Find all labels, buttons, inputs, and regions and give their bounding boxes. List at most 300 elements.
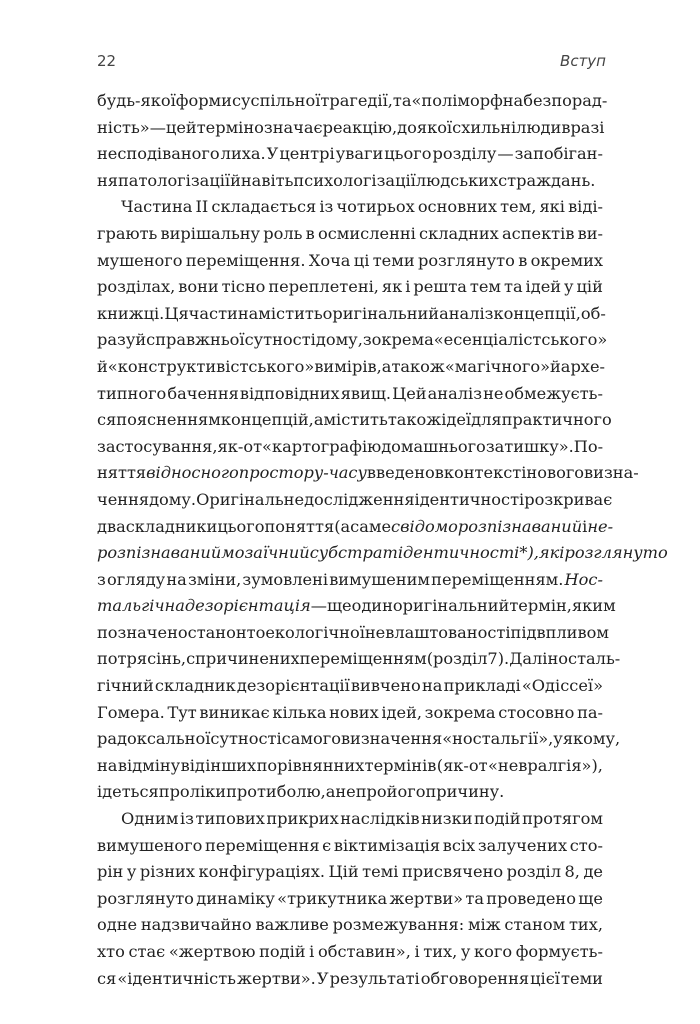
word: одне <box>97 915 138 935</box>
text-line <box>97 646 621 673</box>
word: аналіз <box>439 303 494 323</box>
text-line <box>97 593 616 620</box>
word: на <box>97 755 118 775</box>
word: «жертвою <box>168 942 256 961</box>
word: свідомо <box>391 516 458 536</box>
word: стосовно <box>498 702 575 722</box>
word: тем <box>469 277 502 297</box>
word: ви- <box>577 223 603 243</box>
running-title: Вступ <box>560 52 606 70</box>
word: стан <box>187 622 227 642</box>
word: віді- <box>568 197 603 217</box>
word: рін <box>97 862 124 882</box>
word: лиха. <box>220 144 266 164</box>
word: цієї <box>530 968 560 988</box>
word: відповідних <box>239 383 340 403</box>
word: не- <box>587 516 614 536</box>
word: разі <box>570 117 605 137</box>
text-line <box>97 354 603 381</box>
body-text <box>97 88 668 992</box>
word: залучених <box>477 835 568 855</box>
word: також <box>387 410 442 430</box>
word: — <box>149 117 166 137</box>
text-line <box>97 620 609 647</box>
word: Хоча <box>308 250 351 270</box>
word: Нос- <box>564 569 603 589</box>
text-line <box>97 460 639 487</box>
word: контексті <box>443 463 527 483</box>
word: на <box>166 569 187 589</box>
word: — <box>310 596 327 616</box>
text-line <box>97 726 621 753</box>
word: ідей <box>525 277 562 297</box>
word: у <box>126 862 137 882</box>
word: між <box>467 915 501 935</box>
word: «поліморфна <box>411 91 524 110</box>
word: окремих <box>530 250 603 270</box>
word: прикрих <box>266 809 339 829</box>
word: типових <box>195 809 265 829</box>
word: ідентичності <box>414 489 525 509</box>
word: про <box>158 782 190 802</box>
word: трагедії, <box>320 91 393 110</box>
word: болю, <box>276 782 326 802</box>
word: основних <box>417 197 497 217</box>
word: результаті <box>329 968 420 988</box>
word: люди <box>516 117 562 137</box>
word: різних <box>139 862 195 882</box>
word: (як-от <box>436 755 488 775</box>
word: цій <box>576 277 603 297</box>
word: носталь- <box>547 649 621 669</box>
word: суспільної <box>231 91 321 110</box>
word: оригінальний <box>392 596 510 616</box>
word: (розділ <box>426 649 488 669</box>
word: присвячено <box>401 862 504 882</box>
word: а <box>381 356 392 376</box>
word: дезорієнтація <box>184 596 311 616</box>
word: теми <box>372 250 415 270</box>
word: ня <box>97 170 119 190</box>
word: обставин», <box>317 942 411 961</box>
word: містить <box>258 303 323 323</box>
word: як-от <box>217 436 263 456</box>
text-line <box>97 487 613 514</box>
word: форми <box>175 91 232 110</box>
word: Цій <box>328 862 359 882</box>
word: страждань. <box>498 170 596 190</box>
word: ліки <box>189 782 227 802</box>
word: потрясінь, <box>97 649 187 669</box>
word: вимушеним <box>329 569 431 589</box>
word: й <box>230 170 241 190</box>
word: субстрат <box>309 543 398 563</box>
word: гічний <box>97 676 154 696</box>
word: від <box>180 755 205 775</box>
word: про <box>355 782 387 802</box>
word: складається <box>211 197 317 217</box>
text-line <box>97 912 603 939</box>
word: Частина <box>121 197 193 217</box>
word: ще <box>326 596 352 616</box>
word: і <box>405 277 411 297</box>
word: у <box>460 942 471 961</box>
word: вивчено <box>350 676 421 696</box>
word: якої <box>416 117 453 137</box>
word: центрі <box>279 144 335 164</box>
word: і <box>309 942 315 961</box>
word: спричинених <box>186 649 300 669</box>
text-line <box>97 966 603 993</box>
word: зокрема <box>362 330 434 350</box>
word: «невралгія»), <box>488 755 603 775</box>
word: віктимізація <box>333 835 441 855</box>
word: застосування, <box>97 436 218 456</box>
word: тісно <box>221 277 266 297</box>
word: ідеї <box>441 410 472 430</box>
word: вирішальну <box>160 223 261 243</box>
word: жертви» <box>389 888 464 908</box>
word: а <box>325 782 336 802</box>
word: «магічного» <box>444 356 550 376</box>
word: тих, <box>568 915 603 935</box>
word: вони <box>178 277 219 297</box>
word: практичного <box>501 410 612 430</box>
word: патологізації <box>118 170 231 190</box>
word: де <box>583 862 603 882</box>
word: аналіз <box>427 383 483 403</box>
word: «трикутника <box>277 888 388 908</box>
word: переплетені, <box>268 277 379 297</box>
text-line <box>97 301 606 328</box>
word: типного <box>97 383 167 403</box>
text-line <box>97 514 614 541</box>
text-line <box>97 886 603 913</box>
text-line <box>97 407 612 434</box>
word: термін, <box>509 596 572 616</box>
word: па- <box>577 702 603 722</box>
word: справжньої <box>146 330 245 350</box>
word: тальгічна <box>97 596 185 616</box>
word: розділ <box>506 862 561 882</box>
word: протягом <box>522 809 603 829</box>
word: стає <box>128 942 166 961</box>
word: сутності <box>210 729 282 749</box>
word: Гомера. <box>97 702 165 722</box>
text-line <box>97 168 603 195</box>
word: II <box>195 197 209 217</box>
word: психологізації <box>293 170 416 190</box>
word: аспектів <box>501 223 575 243</box>
word: які <box>538 543 565 563</box>
word: обмежуєть- <box>504 383 603 403</box>
word: не <box>483 383 504 403</box>
text-line <box>97 700 603 727</box>
word: саме <box>350 516 392 536</box>
word: кого <box>474 942 513 961</box>
word: 8, <box>564 862 580 882</box>
word: цей <box>165 117 197 137</box>
word: розділах, <box>97 277 176 297</box>
word: ідей, <box>381 702 423 722</box>
word: ці <box>353 250 370 270</box>
word: радоксальної <box>97 729 211 749</box>
word: онтоекологічної <box>226 622 365 642</box>
word: «Одіссеї» <box>521 676 603 696</box>
word: у <box>553 729 563 749</box>
word: й <box>550 356 561 376</box>
word: У <box>316 968 329 988</box>
page-number: 22 <box>97 52 117 70</box>
word: ність» <box>97 117 150 137</box>
word: надзвичайно <box>140 915 252 935</box>
word: грають <box>97 223 158 243</box>
word: два <box>97 516 126 536</box>
word: на <box>421 676 443 696</box>
word: «ідентичність <box>117 968 236 988</box>
word: зумовлені <box>242 569 329 589</box>
word: — <box>497 144 514 164</box>
word: чотирьох <box>336 197 415 217</box>
word: ідеться <box>97 782 159 802</box>
word: уваги <box>335 144 384 164</box>
word: переміщення. <box>185 250 306 270</box>
word: няття <box>97 463 147 483</box>
word: в <box>305 223 315 243</box>
word: (а <box>334 516 351 536</box>
word: «ностальгії», <box>442 729 554 749</box>
word: переміщенням. <box>431 569 564 589</box>
word: в <box>434 463 444 483</box>
word: дому, <box>315 330 363 350</box>
word: реакцію, <box>322 117 398 137</box>
word: По- <box>573 436 604 456</box>
word: позначено <box>97 622 188 642</box>
word: під <box>510 622 537 642</box>
word: вимірів, <box>314 356 382 376</box>
word: до <box>397 117 417 137</box>
word: поясненням <box>116 410 221 430</box>
word: розмежування: <box>332 915 465 935</box>
word: складних <box>419 223 499 243</box>
word: причину. <box>425 782 505 802</box>
word: сто- <box>569 835 603 855</box>
word: Тут <box>167 702 197 722</box>
word: виникає <box>199 702 270 722</box>
word: несподіваного <box>97 144 220 164</box>
word: складник <box>154 676 236 696</box>
word: та <box>392 91 412 110</box>
text-line <box>97 115 603 142</box>
word: Одним <box>121 809 179 829</box>
word: інших <box>205 755 257 775</box>
word: конфігураціях. <box>198 862 326 882</box>
word: поняття <box>264 516 335 536</box>
word: прикладі <box>443 676 521 696</box>
word: а <box>313 410 324 430</box>
word: Далі <box>509 649 548 669</box>
word: переміщення <box>205 835 320 855</box>
word: мушеного <box>97 250 183 270</box>
word: 7). <box>487 649 510 669</box>
word: безпорад- <box>523 91 608 110</box>
text-line <box>97 221 603 248</box>
word: концепцій, <box>220 410 314 430</box>
word: сутності <box>244 330 316 350</box>
word: зміни, <box>187 569 242 589</box>
word: відміну <box>117 755 181 775</box>
word: важливе <box>255 915 329 935</box>
word: Ця <box>164 303 189 323</box>
text-line <box>97 381 603 408</box>
word: вимушеного <box>97 835 203 855</box>
word: його <box>386 782 426 802</box>
word: оригінальний <box>322 303 440 323</box>
word: разу <box>97 330 136 350</box>
word: проведено <box>486 888 576 908</box>
word: нового <box>526 463 585 483</box>
word: та <box>503 277 523 297</box>
word: дослідження <box>304 489 415 509</box>
word: людських <box>415 170 499 190</box>
word: жертви». <box>237 968 316 988</box>
word: порівнянних <box>256 755 365 775</box>
word: подій <box>474 809 521 829</box>
word: і <box>414 942 420 961</box>
word: цього <box>217 516 265 536</box>
word: низки <box>421 809 473 829</box>
word: станом <box>504 915 566 935</box>
word: тих, <box>423 942 458 961</box>
word: навіть <box>240 170 294 190</box>
word: розділу <box>432 144 497 164</box>
word: бачення <box>167 383 239 403</box>
word: нових <box>329 702 379 722</box>
word: визначення <box>340 729 443 749</box>
word: всіх <box>442 835 476 855</box>
word: розглянуто <box>564 543 668 563</box>
word: запобіган- <box>514 144 603 164</box>
word: й <box>135 330 147 350</box>
text-line <box>97 141 603 168</box>
word: ся <box>97 968 117 988</box>
text-line <box>97 540 668 567</box>
text-line <box>97 833 603 860</box>
word: один <box>351 596 393 616</box>
word: формуєть- <box>515 942 603 961</box>
word: впливом <box>536 622 609 642</box>
word: зокрема <box>424 702 496 722</box>
text-line <box>97 327 608 354</box>
word: ідентичності*), <box>397 543 539 563</box>
word: обговорення <box>420 968 530 988</box>
word: введено <box>366 463 435 483</box>
text-line <box>97 806 603 833</box>
word: частина <box>188 303 259 323</box>
word: осмисленні <box>317 223 416 243</box>
word: «картографію <box>262 436 382 456</box>
word: не <box>335 782 356 802</box>
word: розпізнаваний <box>97 543 222 563</box>
word: роль <box>263 223 303 243</box>
word: У <box>266 144 279 164</box>
word: містить <box>323 410 388 430</box>
word: схильні <box>452 117 517 137</box>
word: які <box>539 197 565 217</box>
word: огляду <box>106 569 166 589</box>
word: ся <box>97 410 117 430</box>
word: для <box>471 410 502 430</box>
text-line <box>97 673 603 700</box>
word: відносного <box>146 463 239 483</box>
text-line <box>97 859 603 886</box>
word: явищ. <box>340 383 392 403</box>
word: книжці. <box>97 303 165 323</box>
word: затишку». <box>485 436 574 456</box>
word: решта <box>413 277 467 297</box>
word: кілька <box>272 702 327 722</box>
text-line <box>97 753 603 780</box>
word: концепції, <box>493 303 581 323</box>
word: і <box>582 516 588 536</box>
word: розглянуто <box>97 888 194 908</box>
word: переміщенням <box>299 649 427 669</box>
word: дому. <box>149 489 197 509</box>
word: архе- <box>560 356 605 376</box>
word: тем, <box>500 197 537 217</box>
word: як <box>381 277 403 297</box>
word: темі <box>362 862 399 882</box>
word: об- <box>580 303 606 323</box>
word: означає <box>254 117 323 137</box>
word: домашнього <box>381 436 486 456</box>
word: подій <box>259 942 306 961</box>
text-line <box>97 248 603 275</box>
word: теми <box>561 968 603 988</box>
word: й <box>97 356 108 376</box>
word: «конструктивістського» <box>107 356 315 376</box>
word: розглянуто <box>417 250 515 270</box>
word: у <box>564 277 574 297</box>
word: визна- <box>584 463 639 483</box>
word: наслідків <box>340 809 420 829</box>
word: з <box>97 569 106 589</box>
word: в <box>518 250 528 270</box>
word: розпізнаваний <box>457 516 583 536</box>
word: проти <box>226 782 277 802</box>
word: ще <box>578 888 603 908</box>
word: самого <box>281 729 341 749</box>
word: в <box>561 117 571 137</box>
word: хто <box>97 942 125 961</box>
word: «есенціалістського» <box>433 330 608 350</box>
word: динаміку <box>196 888 275 908</box>
word: чення <box>97 489 150 509</box>
text-line <box>97 274 603 301</box>
word: є <box>322 835 332 855</box>
text-line <box>97 779 603 806</box>
word: також <box>391 356 445 376</box>
text-line <box>97 567 603 594</box>
word: невлаштованості <box>364 622 511 642</box>
word: простору-часу <box>238 463 367 483</box>
word: та <box>465 888 484 908</box>
word: із <box>319 197 334 217</box>
word: якому, <box>562 729 621 749</box>
word: мозаїчний <box>221 543 310 563</box>
word: із <box>179 809 194 829</box>
word: цього <box>384 144 432 164</box>
